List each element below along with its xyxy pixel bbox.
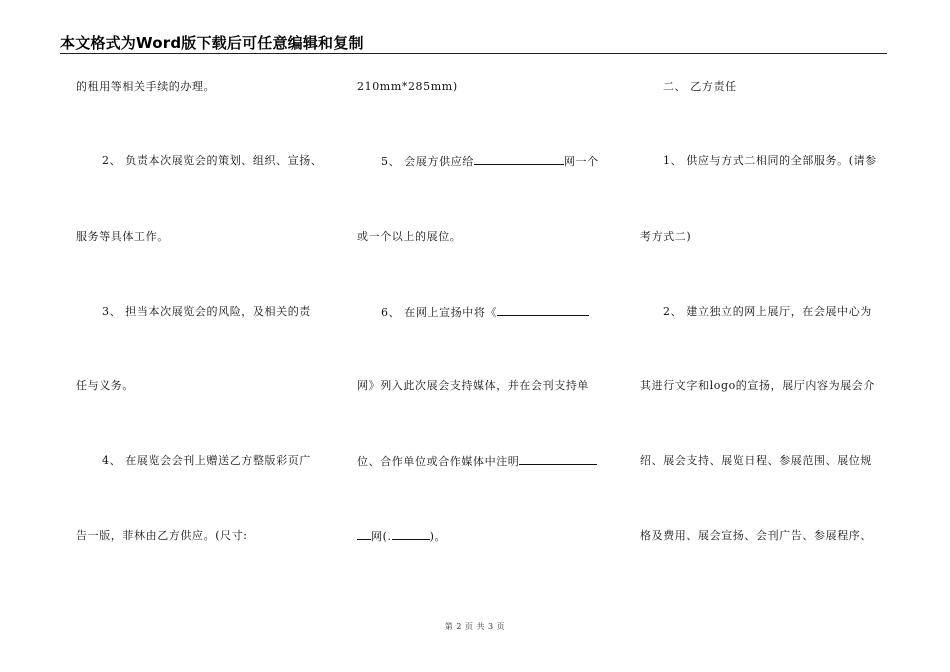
text-fragment: 网(. bbox=[371, 530, 392, 543]
text-line-with-blank bbox=[357, 454, 597, 469]
fill-blank bbox=[519, 454, 597, 465]
text-line: 的租用等相关手续的办理。 bbox=[76, 80, 216, 93]
text-fragment: 5、 会展方供应给 bbox=[381, 155, 474, 168]
text-line: 其进行文字和logo的宣扬，展厅内容为展会介 bbox=[640, 379, 876, 392]
text-line: 1、 供应与方式二相同的全部服务。(请参 bbox=[663, 154, 877, 167]
text-line-with-blank bbox=[357, 529, 446, 544]
text-fragment: 位、合作单位或合作媒体中注明 bbox=[357, 455, 520, 468]
text-line: 4、 在展览会会刊上赠送乙方整版彩页广 bbox=[102, 454, 311, 467]
fill-blank bbox=[357, 529, 371, 540]
text-line: 二、 乙方责任 bbox=[663, 80, 737, 93]
text-fragment: )。 bbox=[429, 530, 447, 543]
text-line: 格及费用、展会宣扬、会刊广告、参展程序、 bbox=[640, 529, 872, 542]
text-line-with-blank bbox=[381, 305, 589, 320]
text-fragment: 网一个 bbox=[563, 155, 599, 168]
text-line: 任与义务。 bbox=[76, 379, 134, 392]
text-line: 2、 负责本次展览会的策划、组织、宣扬、 bbox=[102, 154, 323, 167]
text-line: 绍、展会支持、展览日程、参展范围、展位规 bbox=[640, 454, 872, 467]
text-line: 网》列入此次展会支持媒体，并在会刊支持单 bbox=[357, 379, 589, 392]
fill-blank bbox=[497, 305, 589, 316]
text-line-with-blank bbox=[381, 154, 599, 169]
fill-blank bbox=[392, 529, 430, 540]
page-number-label: 第 2 页 共 3 页 bbox=[444, 622, 506, 631]
text-fragment: 6、 在网上宣扬中将《 bbox=[381, 306, 498, 319]
text-line: 服务等具体工作。 bbox=[76, 230, 169, 243]
text-line: 或一个以上的展位。 bbox=[357, 230, 462, 243]
text-line: 2、 建立独立的网上展厅，在会展中心为 bbox=[663, 305, 872, 318]
text-line: 210mm*285mm) bbox=[357, 80, 458, 93]
header-divider bbox=[60, 53, 887, 54]
document-header-title: 本文格式为Word版下载后可任意编辑和复制 bbox=[60, 34, 364, 52]
fill-blank bbox=[474, 154, 564, 165]
text-line: 3、 担当本次展览会的风险，及相关的责 bbox=[102, 305, 311, 318]
text-line: 告一版，菲林由乙方供应。(尺寸: bbox=[76, 529, 248, 542]
text-line: 考方式二) bbox=[640, 230, 692, 243]
